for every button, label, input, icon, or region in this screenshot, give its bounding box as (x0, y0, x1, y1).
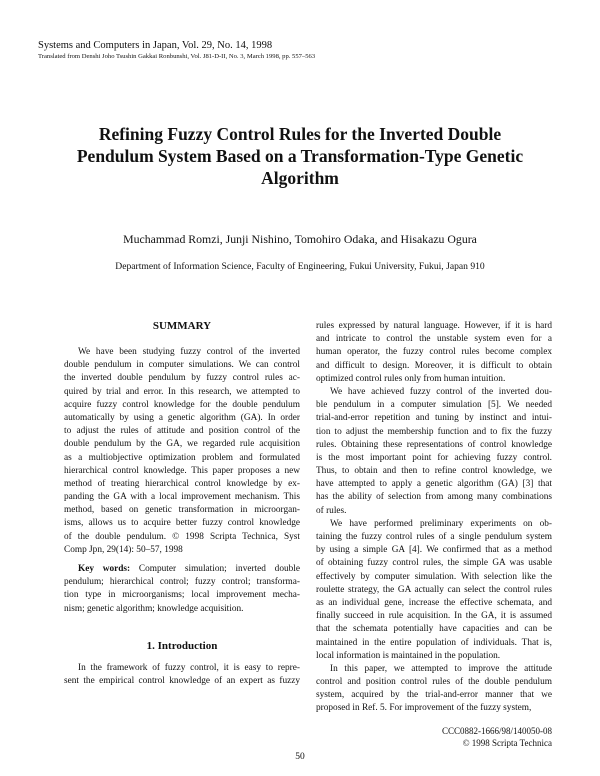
body-line: optimized control rules only from human intuition. (316, 373, 506, 384)
copyright: © 1998 Scripta Technica (462, 737, 552, 748)
body-line: local information is maintained in the population. (316, 650, 501, 661)
body-line: has the ability of selection from among many combinations (316, 492, 552, 503)
body-line: Thus, to obtain and then to refine control knowledge, we (316, 466, 552, 477)
body-line: We have achieved fuzzy control of the inverted dou- (330, 386, 552, 397)
body-line: rules. Obtaining these representations of control knowledge (316, 439, 552, 450)
body-line: taining the fuzzy control rules of a single pendulum system (316, 532, 552, 542)
body-line: of rules. (316, 505, 347, 516)
keywords-first-line (64, 563, 300, 576)
paper-title (40, 123, 560, 189)
keywords-first: Computer simulation; inverted double (138, 564, 300, 574)
summary-line: quired by trial and error. In this research, we attempted to (64, 386, 300, 397)
summary-line: double pendulum in computer simulations. We can control (64, 360, 300, 371)
body-line: effectively by computer simulation. With selection like the (316, 571, 552, 582)
intro-line: sent the empirical control knowledge of an expert as fuzzy (64, 676, 300, 687)
body-line: and difficult to design. Moreover, it is difficult to obtain (316, 360, 552, 371)
body-line: of obtaining fuzzy control rules, the simple GA was usable (316, 558, 552, 569)
title-line: Refining Fuzzy Control Rules for the Inverted Double (98, 124, 502, 144)
body-line: trial-and-error repetition and tuning by instinct and intui- (316, 413, 552, 424)
affiliation: Department of Information Science, Faculty of Engineering, Fukui University, Fukui, Japan 910 (115, 261, 485, 272)
introduction-body (64, 662, 300, 688)
body-line: rules expressed by natural language. However, if it is hard (316, 321, 552, 331)
summary-line: to adjust the rules of attitude and position control of the (64, 426, 300, 437)
body-line: finally succeed in rule acquisition. In the GA, it is assumed (316, 611, 552, 622)
title-line: Pendulum System Based on a Transformation-Type Genetic (76, 146, 524, 166)
body-line: and intricate to control the unstable system even for a (316, 334, 552, 345)
body-line: human operator, the fuzzy control rules become complex (316, 347, 552, 358)
journal-citation: Systems and Computers in Japan, Vol. 29, No. 14, 1998 (38, 40, 273, 51)
summary-line: as a multiobjective optimization problem and formulated (64, 452, 300, 463)
title-line: Algorithm (261, 168, 339, 188)
section-heading-introduction: 1. Introduction (146, 640, 218, 652)
summary-line: Comp Jpn, 29(14): 50–57, 1998 (64, 544, 183, 555)
authors: Muchammad Romzi, Junji Nishino, Tomohiro Odaka, and Hisakazu Ogura (123, 232, 477, 246)
summary-line: method of treating hierarchical control knowledge by ex- (64, 478, 300, 489)
body-line: by using a simple GA [4]. We confirmed that as a method (316, 545, 552, 556)
keywords-block (64, 563, 300, 616)
body-line: system, acquired by the trial-and-error manner that we (316, 690, 552, 701)
page-number: 50 (295, 752, 305, 762)
ccc-code: CCC0882-1666/98/140050-08 (441, 726, 552, 736)
summary-line: acquire fuzzy control knowledge for the double pendulum (64, 399, 300, 410)
summary-line: automatically by using a genetic algorithm (GA). In order (64, 412, 300, 423)
body-line: control and position control rules of the double pendulum (316, 677, 552, 688)
body-line: is the most important point for achieving fuzzy control. (316, 452, 552, 463)
body-line: In this paper, we attempted to improve the attitude (330, 663, 552, 674)
right-column-body (316, 320, 552, 716)
summary-line: double pendulum by the GA, we regarded rule acquisition (64, 439, 300, 450)
summary-line: panding the GA with a local improvement mechanism. This (64, 492, 300, 503)
keywords-line: pendulum; hierarchical control; fuzzy control; transforma- (64, 577, 300, 588)
keywords-line: tion type in microorganisms; local improvement mecha- (64, 590, 300, 601)
body-line: ble pendulum in a computer simulation [5]. We needed (316, 400, 552, 411)
body-line: We have performed preliminary experiments on ob- (330, 518, 552, 529)
translation-note: Translated from Denshi Joho Tsushin Gakkai Ronbunshi, Vol. J81-D-II, No. 3, March 1998, pp. 557–563 (38, 53, 316, 60)
summary-heading: SUMMARY (152, 320, 212, 332)
summary-line: method, based on genetic transformation in microorgan- (64, 505, 300, 516)
body-line: have attempted to apply a genetic algorithm (GA) [3] that (316, 479, 552, 490)
copyright-block (316, 726, 552, 749)
keywords-label: Key words: (78, 564, 131, 574)
summary-line: of the double pendulum. © 1998 Scripta Technica, Syst (64, 531, 300, 542)
body-line: that the schemata potentially have capacities and can be (316, 624, 552, 635)
summary-line: the inverted double pendulum by fuzzy control rules ac- (64, 373, 300, 384)
intro-line: In the framework of fuzzy control, it is easy to repre- (78, 663, 300, 673)
summary-line: hierarchical control knowledge. This paper proposes a new (64, 465, 300, 476)
body-line: roulette strategy, the GA actually can select the control rules (316, 584, 552, 595)
body-line: proposed in Ref. 5. For improvement of the fuzzy system, (316, 703, 532, 714)
body-line: maintained in the entire population of individuals. That is, (316, 637, 552, 648)
body-line: tion to adjust the membership function and to fix the fuzzy (316, 426, 552, 437)
summary-body (64, 346, 300, 557)
summary-line: We have been studying fuzzy control of the inverted (78, 347, 300, 357)
body-line: as an individual gene, increase the effective schemata, and (316, 597, 552, 608)
keywords-line: nism; genetic algorithm; knowledge acquisition. (64, 603, 244, 614)
summary-line: isms, allows us to acquire better fuzzy control knowledge (64, 518, 300, 529)
